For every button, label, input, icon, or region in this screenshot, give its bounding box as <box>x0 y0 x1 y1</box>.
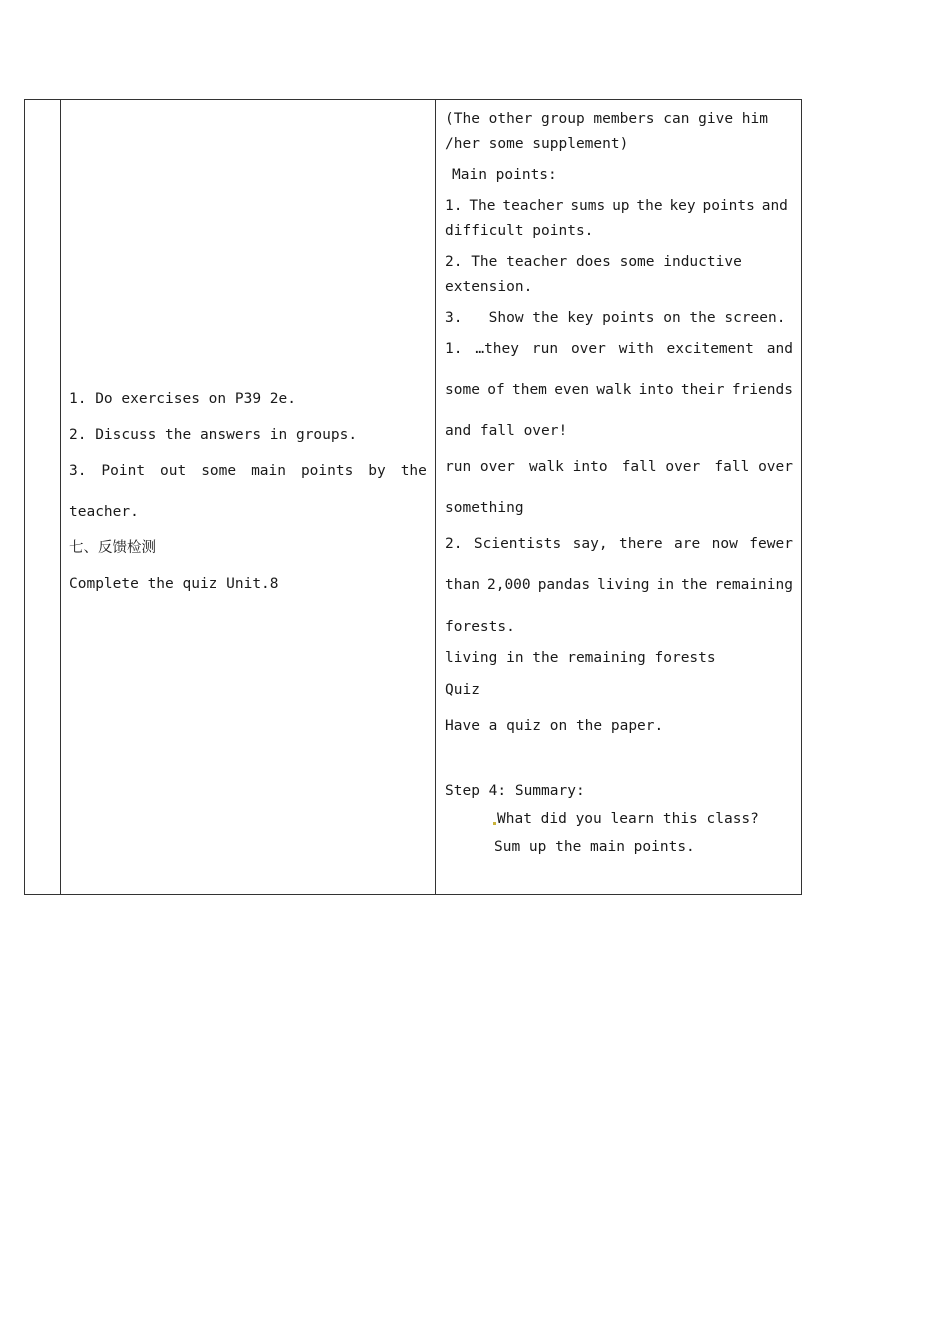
word: 2. <box>445 536 463 552</box>
word: sums <box>570 198 606 214</box>
summary-answer: Sum up the main points. <box>494 839 695 855</box>
example-sentence <box>445 381 793 399</box>
word: pandas <box>537 577 591 593</box>
phrase-list-cont: something <box>445 500 524 516</box>
word: main <box>251 463 286 479</box>
word: 2,000 <box>486 577 531 593</box>
example-sentence: and fall over! <box>445 423 568 439</box>
column-divider <box>60 100 61 894</box>
word: with <box>618 341 654 357</box>
point-item <box>445 197 788 215</box>
word: points <box>300 463 354 479</box>
word: and <box>766 341 793 357</box>
word: now <box>711 536 738 552</box>
word: …they <box>475 341 519 357</box>
word: by <box>368 463 386 479</box>
word: walk <box>596 382 632 398</box>
word: some <box>445 382 480 398</box>
activity-item: 2. Discuss the answers in groups. <box>69 427 358 443</box>
word: walk into <box>528 459 608 475</box>
word: their <box>680 382 725 398</box>
word: The <box>469 198 496 214</box>
word: the <box>636 198 663 214</box>
section-heading: 七、反馈检测 <box>69 540 156 556</box>
example-sentence <box>445 576 793 594</box>
marker-dot <box>493 822 496 825</box>
word: than <box>445 577 480 593</box>
word: some <box>201 463 237 479</box>
word: run over <box>445 459 515 475</box>
word: the <box>681 577 708 593</box>
quiz-task: Have a quiz on the paper. <box>445 718 664 734</box>
word: say, <box>572 536 608 552</box>
main-points-heading: Main points: <box>452 167 557 183</box>
activity-item-cont: teacher. <box>69 504 139 520</box>
point-item: 2. The teacher does some inductive <box>445 254 742 270</box>
word: the <box>400 463 427 479</box>
summary-question: What did you learn this class? <box>492 810 759 828</box>
word: key <box>669 198 696 214</box>
word: friends <box>731 382 793 398</box>
word: living <box>597 577 650 593</box>
word: of <box>487 382 505 398</box>
column-divider <box>435 100 436 894</box>
lesson-table <box>24 99 802 895</box>
point-item: 3. Show the key points on the screen. <box>445 310 786 326</box>
point-item-cont: difficult points. <box>445 223 594 239</box>
word: 1. <box>445 198 463 214</box>
summary-heading: Step 4: Summary: <box>445 783 585 799</box>
word: 1. <box>445 341 463 357</box>
word: excitement <box>666 341 754 357</box>
word: them <box>511 382 547 398</box>
word: in <box>656 577 675 593</box>
word: out <box>160 463 187 479</box>
word: over <box>570 341 606 357</box>
word: even <box>554 382 590 398</box>
word: fewer <box>749 536 793 552</box>
example-sentence <box>445 535 793 553</box>
supplement-note: (The other group members can give him <box>445 111 769 127</box>
word: fall over <box>714 459 793 475</box>
word: up <box>612 198 630 214</box>
word: into <box>638 382 674 398</box>
word: run <box>531 341 559 357</box>
point-item-cont: extension. <box>445 279 533 295</box>
quiz-task: Complete the quiz Unit.8 <box>69 576 279 592</box>
word: 3. <box>69 463 87 479</box>
word: are <box>674 536 701 552</box>
word: fall over <box>621 459 701 475</box>
example-sentence: forests. <box>445 619 515 635</box>
example-sentence <box>445 340 793 358</box>
activity-item: 1. Do exercises on P39 2e. <box>69 391 296 407</box>
supplement-note: /her some supplement) <box>445 136 629 152</box>
phrase: living in the remaining forests <box>445 650 716 666</box>
word: teacher <box>502 198 564 214</box>
word: remaining <box>714 577 793 593</box>
word: Point <box>101 463 146 479</box>
quiz-heading: Quiz <box>445 682 480 698</box>
word: and <box>761 198 788 214</box>
word: Scientists <box>473 536 562 552</box>
phrase-list <box>445 458 793 476</box>
activity-item <box>69 462 427 480</box>
word: there <box>618 536 663 552</box>
word: points <box>702 198 755 214</box>
